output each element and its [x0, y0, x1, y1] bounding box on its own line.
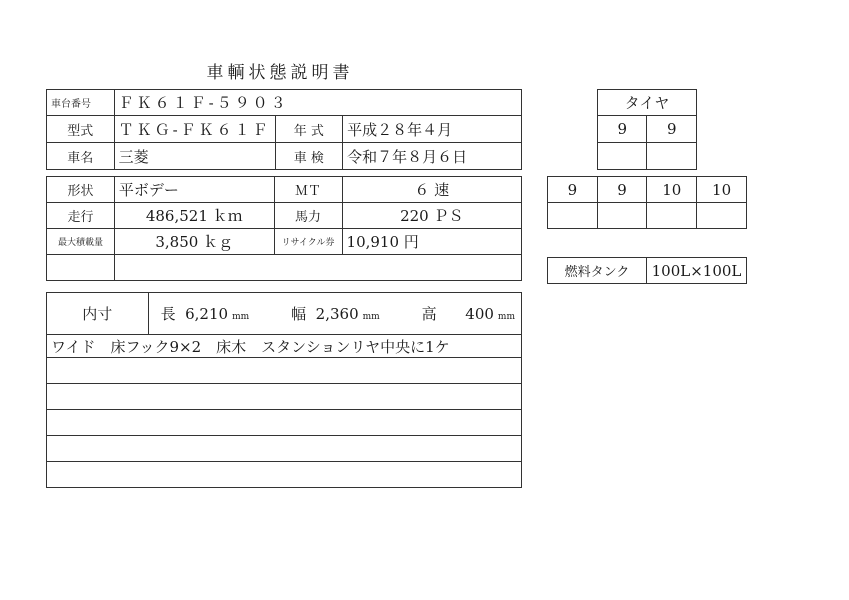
recycle-ticket-label: リサイクル券	[274, 229, 342, 255]
note-line	[47, 410, 522, 436]
model-label: 型式	[47, 116, 115, 143]
note-line	[47, 462, 522, 488]
fuel-tank-value: 100L×100L	[647, 258, 747, 284]
height-unit: mm	[497, 312, 515, 322]
mileage-value: 486,521 ｋｍ	[114, 203, 274, 229]
tire-label: タイヤ	[598, 90, 697, 116]
width-value: 2,360	[315, 305, 359, 323]
length-label: 長	[160, 305, 176, 323]
note-line	[47, 384, 522, 410]
model-value: ＴＫＧ-ＦＫ６１Ｆ	[114, 116, 275, 143]
blank-cell	[697, 203, 747, 229]
chassis-number-value: ＦＫ６１Ｆ-５９０３	[114, 90, 521, 116]
chassis-number-label: 車台番号	[47, 90, 115, 116]
blank-cell	[47, 255, 115, 281]
height-value: 400	[465, 305, 494, 323]
width-unit: mm	[362, 312, 380, 322]
blank-cell	[597, 203, 647, 229]
front-tire-left: 9	[598, 116, 647, 143]
rear-tire-table	[547, 176, 747, 229]
maker-label: 車名	[47, 143, 115, 170]
blank-cell	[548, 203, 598, 229]
transmission-label: ＭＴ	[274, 177, 342, 203]
blank-cell	[114, 255, 521, 281]
rear-tire-value: 10	[647, 177, 697, 203]
year-value: 平成２８年４月	[343, 116, 522, 143]
height-label: 高	[421, 305, 437, 323]
shape-value: 平ボデー	[114, 177, 274, 203]
horsepower-value: 220 ＰＳ	[342, 203, 521, 229]
note-line	[47, 358, 522, 384]
recycle-fee-value: 10,910 円	[342, 229, 521, 255]
document-title: 車輌状態説明書	[206, 63, 354, 83]
year-label: 年 式	[275, 116, 342, 143]
fuel-tank-label: 燃料タンク	[548, 258, 647, 284]
note-line: ワイド 床フック9×2 床木 スタンションリヤ中央に1ケ	[47, 335, 522, 358]
inspection-label: 車 検	[275, 143, 342, 170]
dimensions-notes-table	[46, 292, 522, 488]
length-value: 6,210	[185, 305, 229, 323]
rear-tire-value: 9	[597, 177, 647, 203]
fuel-tank-table	[547, 257, 747, 284]
rear-tire-value: 10	[697, 177, 747, 203]
maker-value: 三菱	[114, 143, 275, 170]
horsepower-label: 馬力	[274, 203, 342, 229]
blank-cell	[647, 143, 697, 170]
blank-cell	[598, 143, 647, 170]
length-unit: mm	[232, 312, 250, 322]
shape-label: 形状	[47, 177, 115, 203]
front-tire-right: 9	[647, 116, 697, 143]
note-line	[47, 436, 522, 462]
width-label: 幅	[291, 305, 307, 323]
front-tire-table	[597, 89, 697, 170]
inner-dimensions-label: 内寸	[47, 293, 149, 335]
transmission-value: ６ 速	[342, 177, 521, 203]
blank-cell	[647, 203, 697, 229]
mileage-label: 走行	[47, 203, 115, 229]
vehicle-info-table	[46, 89, 522, 170]
specs-table	[46, 176, 522, 281]
max-load-label: 最大積載量	[47, 229, 115, 255]
inspection-value: 令和７年８月６日	[343, 143, 522, 170]
inner-dimensions-values	[148, 293, 521, 335]
max-load-value: 3,850 ｋｇ	[114, 229, 274, 255]
rear-tire-value: 9	[548, 177, 598, 203]
